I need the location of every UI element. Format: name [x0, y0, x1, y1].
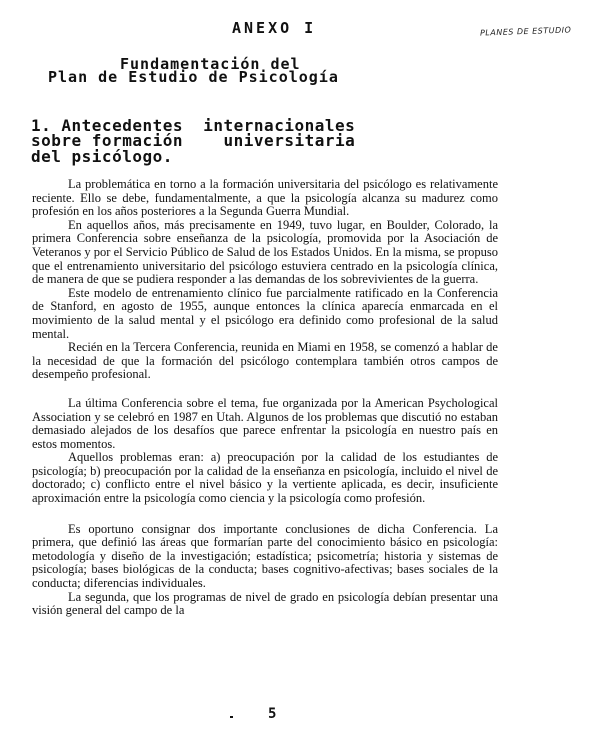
annex-heading: ANEXO I — [232, 19, 317, 37]
paragraph: Aquellos problemas eran: a) preocupación por la calidad de los estudiantes de psicología; b) preocupación por la calidad de la enseñanza en psicología, incluido el nivel de doctorado; c) conflicto entre el nivel básico y la vertiente aplicada, es decir, insuficiente aproximación entre la psicología como ciencia y la psicología como profesión. — [32, 450, 498, 506]
section-heading-line-3: del psicólogo. — [31, 147, 173, 166]
scan-speck — [230, 716, 233, 718]
title-line-1: Fundamentación del — [120, 55, 301, 73]
paragraph: Este modelo de entrenamiento clínico fue parcialmente ratificado en la Conferencia de Stanford, en agosto de 1955, aunque entonces la clínica aparecía enmarcada en el movimiento de la salud mental y el psicólogo era definido como profesional de la salud mental. — [32, 285, 498, 341]
section-heading-line-2: sobre formación universitaria — [31, 131, 356, 150]
body-text — [32, 178, 498, 618]
paragraph: En aquellos años, más precisamente en 1949, tuvo lugar, en Boulder, Colorado, la primera Conferencia sobre enseñanza de la psicología, promovida por la Asociación de Veteranos y por el Servicio Público de Salud de los Estados Unidos. En la misma, se propuso que el entrenamiento universitario del psicólogo estuviera centrado en la psicología clínica, de manera de que se pudiera responder a las demandas de los sobrevivientes de la guerra. — [32, 217, 498, 287]
paragraph: La problemática en torno a la formación universitaria del psicólogo es relativamente reciente. Ello se debe, fundamentalmente, a que la psicología alcanza su madurez como profesión en los años posteriores a la Segunda Guerra Mundial. — [32, 177, 498, 219]
paragraph: La segunda, que los programas de nivel de grado en psicología debían presentar una visión general del campo de la — [32, 589, 498, 618]
section-heading-line-1: 1. Antecedentes internacionales — [31, 116, 356, 135]
paragraph: Es oportuno consignar dos importante conclusiones de dicha Conferencia. La primera, que definió las áreas que formarían parte del conocimiento básico en psicología: metodología y diseño de la investigación; estadística; psicometría; historia y sistemas de psicología; bases biológicas de la conducta; bases cognitivo-afectivas; bases sociales de la conducta; diferencias individuales. — [32, 521, 498, 591]
handwritten-note: PLANES DE ESTUDIO — [479, 25, 572, 38]
paragraph: La última Conferencia sobre el tema, fue organizada por la American Psychological Association y se celebró en 1987 en Utah. Algunos de los problemas que discutió no estaban demasiado alejados de los desafíos que parece enfrentar la psicología en nuestro país en estos momentos. — [32, 395, 498, 451]
paragraph: Recién en la Tercera Conferencia, reunida en Miami en 1958, se comenzó a hablar de la necesidad de que la formación del psicólogo contemplara también otros campos de desempeño profesional. — [32, 340, 498, 382]
page-number: 5 — [268, 706, 277, 722]
title-line-2: Plan de Estudio de Psicología — [48, 68, 339, 86]
